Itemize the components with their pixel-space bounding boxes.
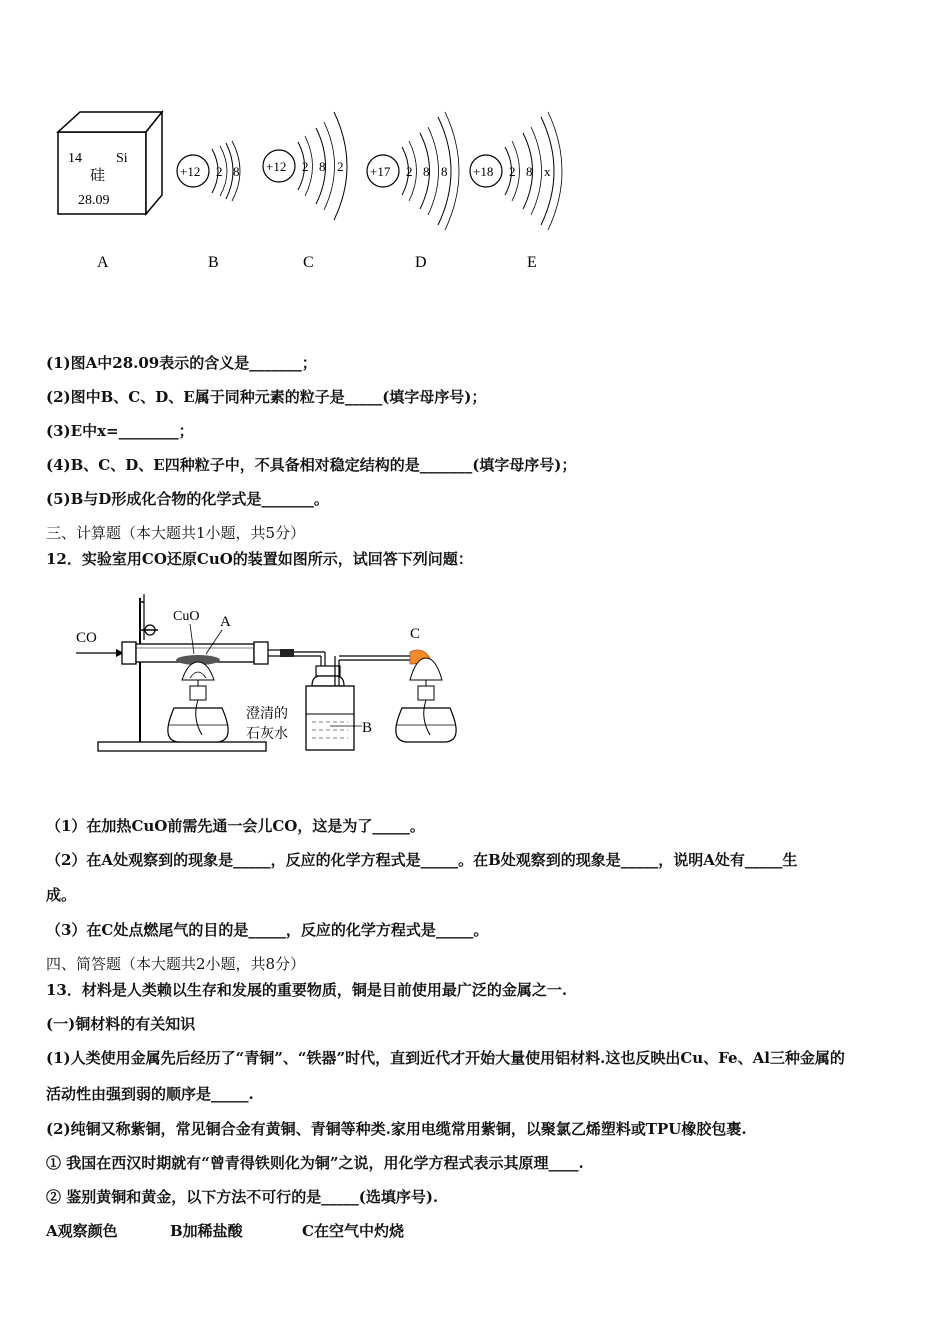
figure-label-B: B bbox=[208, 254, 219, 271]
particle-E bbox=[470, 112, 562, 230]
shell-electrons: 8 bbox=[441, 164, 448, 179]
q12-item-2: （2）在A处观察到的现象是_____，反应的化学方程式是_____。在B处观察到的现象是_____，说明A处有_____生 bbox=[46, 851, 798, 869]
co-reduction-apparatus bbox=[70, 590, 470, 765]
section-heading-4: 四、简答题（本大题共2小题，共8分） bbox=[46, 955, 306, 973]
shell-electrons: 8 bbox=[319, 159, 326, 174]
figure-label-E: E bbox=[527, 254, 537, 271]
particle-C bbox=[263, 112, 347, 220]
figure-label-D: D bbox=[415, 254, 427, 271]
label-A: A bbox=[220, 614, 231, 630]
q13-circle-1: ① 我国在西汉时期就有“曾青得铁则化为铜”之说，用化学方程式表示其原理____. bbox=[46, 1154, 584, 1172]
figure-label-C: C bbox=[303, 254, 314, 271]
shell-electrons: 2 bbox=[509, 164, 516, 179]
atom-structure-figure bbox=[40, 100, 580, 285]
q11-item-3: (3)E中x=________； bbox=[46, 422, 194, 440]
q11-item-2: (2)图中B、C、D、E属于同种元素的粒子是_____(填字母序号)； bbox=[46, 388, 487, 406]
shell-electrons: x bbox=[544, 164, 551, 179]
particle-B bbox=[177, 141, 240, 201]
q13-circle-2: ② 鉴别黄铜和黄金，以下方法不可行的是_____(选填序号). bbox=[46, 1188, 439, 1206]
q13-option-B: B加稀盐酸 bbox=[170, 1222, 243, 1240]
q13-item-1-cont: 活动性由强到弱的顺序是_____. bbox=[46, 1085, 254, 1103]
shell-electrons: 8 bbox=[423, 164, 430, 179]
q13-item-2: (2)纯铜又称紫铜，常见铜合金有黄铜、青铜等种类.家用电缆常用紫铜，以聚氯乙烯塑料或TPU橡胶包裹. bbox=[46, 1120, 747, 1138]
q12-item-1: （1）在加热CuO前需先通一会儿CO，这是为了_____。 bbox=[46, 817, 425, 835]
label-B: B bbox=[362, 720, 373, 736]
q12-item-2-cont: 成。 bbox=[46, 886, 77, 904]
nucleus-charge: +12 bbox=[266, 159, 287, 174]
cuo-label: CuO bbox=[173, 609, 200, 624]
q11-item-5: (5)B与D形成化合物的化学式是_______。 bbox=[46, 490, 329, 508]
q12-title: 12．实验室用CO还原CuO的装置如图所示，试回答下列问题： bbox=[46, 550, 473, 568]
q13-option-C: C在空气中灼烧 bbox=[302, 1222, 404, 1240]
particle-D bbox=[367, 112, 459, 230]
shell-electrons: 8 bbox=[233, 164, 240, 179]
element-box-A bbox=[58, 112, 162, 214]
shell-electrons: 2 bbox=[302, 159, 309, 174]
nucleus-charge: +17 bbox=[370, 164, 391, 179]
co-label: CO bbox=[76, 630, 97, 646]
element-symbol: Si bbox=[116, 151, 128, 166]
shell-electrons: 2 bbox=[406, 164, 413, 179]
q11-item-1: (1)图A中28.09表示的含义是_______； bbox=[46, 354, 317, 372]
q13-subheading: (一)铜材料的有关知识 bbox=[46, 1015, 196, 1033]
limewater-label-1: 澄清的 bbox=[246, 707, 288, 722]
q11-item-4: (4)B、C、D、E四种粒子中，不具备相对稳定结构的是_______(填字母序号)； bbox=[46, 456, 577, 474]
figure-label-A: A bbox=[97, 254, 109, 271]
shell-electrons: 2 bbox=[337, 159, 344, 174]
label-C: C bbox=[410, 626, 421, 642]
shell-electrons: 8 bbox=[526, 164, 533, 179]
section-heading-3: 三、计算题（本大题共1小题，共5分） bbox=[46, 524, 306, 542]
nucleus-charge: +12 bbox=[180, 164, 201, 179]
limewater-label-2: 石灰水 bbox=[246, 727, 288, 742]
q13-title: 13．材料是人类赖以生存和发展的重要物质，铜是目前使用最广泛的金属之一. bbox=[46, 981, 568, 999]
shell-electrons: 2 bbox=[216, 164, 223, 179]
element-name: 硅 bbox=[90, 168, 106, 184]
q13-option-A: A观察颜色 bbox=[46, 1222, 118, 1240]
element-number: 14 bbox=[68, 151, 82, 166]
nucleus-charge: +18 bbox=[473, 164, 494, 179]
element-mass: 28.09 bbox=[78, 193, 110, 208]
q13-item-1: (1)人类使用金属先后经历了“青铜”、“铁器”时代，直到近代才开始大量使用铝材料.这也反映出Cu、Fe、Al三种金属的 bbox=[46, 1049, 845, 1067]
q12-item-3: （3）在C处点燃尾气的目的是_____，反应的化学方程式是_____。 bbox=[46, 921, 489, 939]
